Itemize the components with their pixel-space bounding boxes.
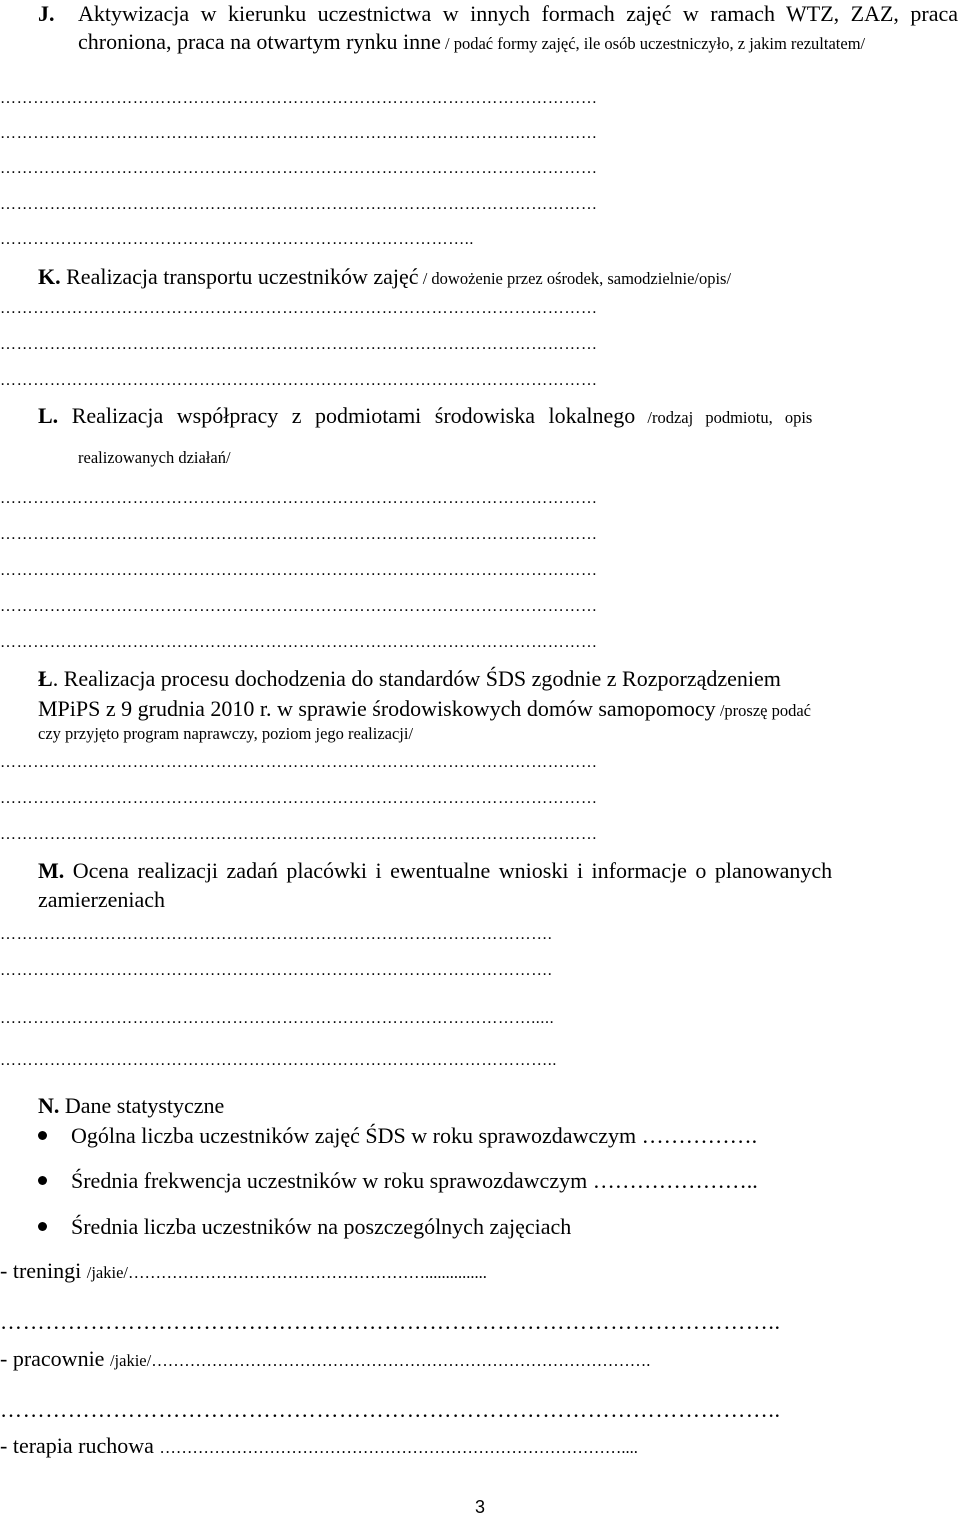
stat-bullet-attendance <box>38 1167 960 1195</box>
bullet-icon <box>38 1176 47 1185</box>
section-l-dots-3: ……………………………………………………………………………………………… <box>0 562 598 579</box>
section-l2-heading-line1 <box>38 665 958 693</box>
section-j-dots-5: ………………………………………………………………………….. <box>0 231 474 248</box>
section-j-note: / podać formy zajęć, ile osób uczestniczyło, z jakim rezultatem/ <box>440 34 866 53</box>
pracownie-dots: ………………………………………………………………………………. <box>151 1351 651 1370</box>
treningi-dots-line2: ………………………………………………………………………………………….. <box>0 1309 781 1334</box>
section-l-heading <box>38 402 958 432</box>
section-n-letter: N. <box>38 1093 60 1118</box>
section-l2-title-2: MPiPS z 9 grudnia 2010 r. w sprawie środowiskowych domów samopomocy <box>38 696 716 721</box>
section-m-dots-4: ……………………………………………………………………………………….. <box>0 1052 557 1069</box>
page-number: 3 <box>474 1497 485 1517</box>
pracownie-note: /jakie/ <box>109 1351 152 1370</box>
stat-total-text: Ogólna liczba uczestników zajęć ŚDS w roku sprawozdawczym ……………. <box>71 1123 758 1148</box>
stat-bullet-total <box>38 1122 960 1150</box>
section-j-dots-1: ……………………………………………………………………………………………… <box>0 90 598 107</box>
section-j-heading <box>38 0 958 58</box>
section-n-title: Dane statystyczne <box>59 1093 225 1118</box>
section-m-title-1: Ocena realizacji zadań placówki i ewentualne wnioski i informacje o planowanych <box>64 858 833 883</box>
section-l2-letter: Ł <box>38 666 53 691</box>
treningi-line <box>0 1257 960 1287</box>
section-l-dots-2: ……………………………………………………………………………………………… <box>0 526 598 543</box>
treningi-label: - treningi <box>0 1258 87 1283</box>
section-k-dots-1: ……………………………………………………………………………………………… <box>0 300 598 317</box>
pracownie-label: - pracownie <box>0 1346 110 1371</box>
treningi-note: /jakie/ <box>86 1263 128 1282</box>
stat-attendance-text: Średnia frekwencja uczestników w roku sprawozdawczym ………………….. <box>71 1168 758 1193</box>
pracownie-dots-line2: ………………………………………………………………………………………….. <box>0 1397 781 1422</box>
section-l-dots-4: ……………………………………………………………………………………………… <box>0 598 598 615</box>
section-j-letter: J. <box>38 1 55 26</box>
section-l-dots-5: ……………………………………………………………………………………………… <box>0 634 598 651</box>
section-l2-dots-1: ……………………………………………………………………………………………… <box>0 754 598 771</box>
section-l2-note-2: czy przyjęto program naprawczy, poziom jego realizacji/ <box>38 724 414 743</box>
bullet-icon <box>38 1131 47 1140</box>
section-j-dots-2: ……………………………………………………………………………………………… <box>0 125 598 142</box>
section-k-note: / dowożenie przez ośrodek, samodzielnie/opis/ <box>418 269 732 288</box>
stat-bullet-average <box>38 1213 960 1241</box>
section-l2-dots-3: ……………………………………………………………………………………………… <box>0 826 598 843</box>
section-l-note-1: /rodzaj podmiotu, opis <box>635 408 813 427</box>
section-l-note-2: realizowanych działań/ <box>78 448 231 467</box>
section-l-title: Realizacja współpracy z podmiotami środowiska lokalnego <box>58 403 636 428</box>
section-j-title: Aktywizacja w kierunku uczestnictwa w innych formach zajęć w ramach WTZ, ZAZ, praca chroniona, praca na otwartym rynku inne <box>78 1 958 54</box>
terapia-label: - terapia ruchowa <box>0 1433 160 1458</box>
section-l-letter: L. <box>38 403 59 428</box>
section-k-heading <box>38 263 958 293</box>
section-j-dots-4: ……………………………………………………………………………………………… <box>0 196 598 213</box>
section-n-heading <box>38 1092 958 1120</box>
section-m-dots-3: ……………………………………………………………………………………..... <box>0 1010 555 1027</box>
pracownie-line <box>0 1345 960 1375</box>
section-l2-title-1: . Realizacja procesu dochodzenia do standardów ŚDS zgodnie z Rozporządzeniem <box>52 666 781 691</box>
section-m-title-2: zamierzeniach <box>38 887 166 912</box>
terapia-dots: ………………………………………………………………………….... <box>159 1438 638 1457</box>
section-m-dots-2: ………………………………………………………………………………………. <box>0 962 553 979</box>
section-k-title: Realizacja transportu uczestników zajęć <box>60 264 419 289</box>
stat-average-text: Średnia liczba uczestników na poszczególnych zajęciach <box>71 1214 572 1239</box>
section-m-dots-1: ………………………………………………………………………………………. <box>0 926 553 943</box>
section-k-letter: K. <box>38 264 61 289</box>
bullet-icon <box>38 1222 47 1231</box>
section-k-dots-3: ……………………………………………………………………………………………… <box>0 372 598 389</box>
section-l2-note-1: /proszę podać <box>715 701 811 720</box>
section-j-dots-3: ……………………………………………………………………………………………… <box>0 160 598 177</box>
section-k-dots-2: ……………………………………………………………………………………………… <box>0 336 598 353</box>
section-l2-dots-2: ……………………………………………………………………………………………… <box>0 790 598 807</box>
treningi-dots: ………………………………………………............... <box>128 1263 487 1282</box>
terapia-line <box>0 1432 960 1462</box>
section-l2-heading-line2 <box>38 695 958 725</box>
section-m-letter: M. <box>38 858 65 883</box>
section-l-dots-1: ……………………………………………………………………………………………… <box>0 490 598 507</box>
section-m-heading-line1 <box>38 857 958 885</box>
